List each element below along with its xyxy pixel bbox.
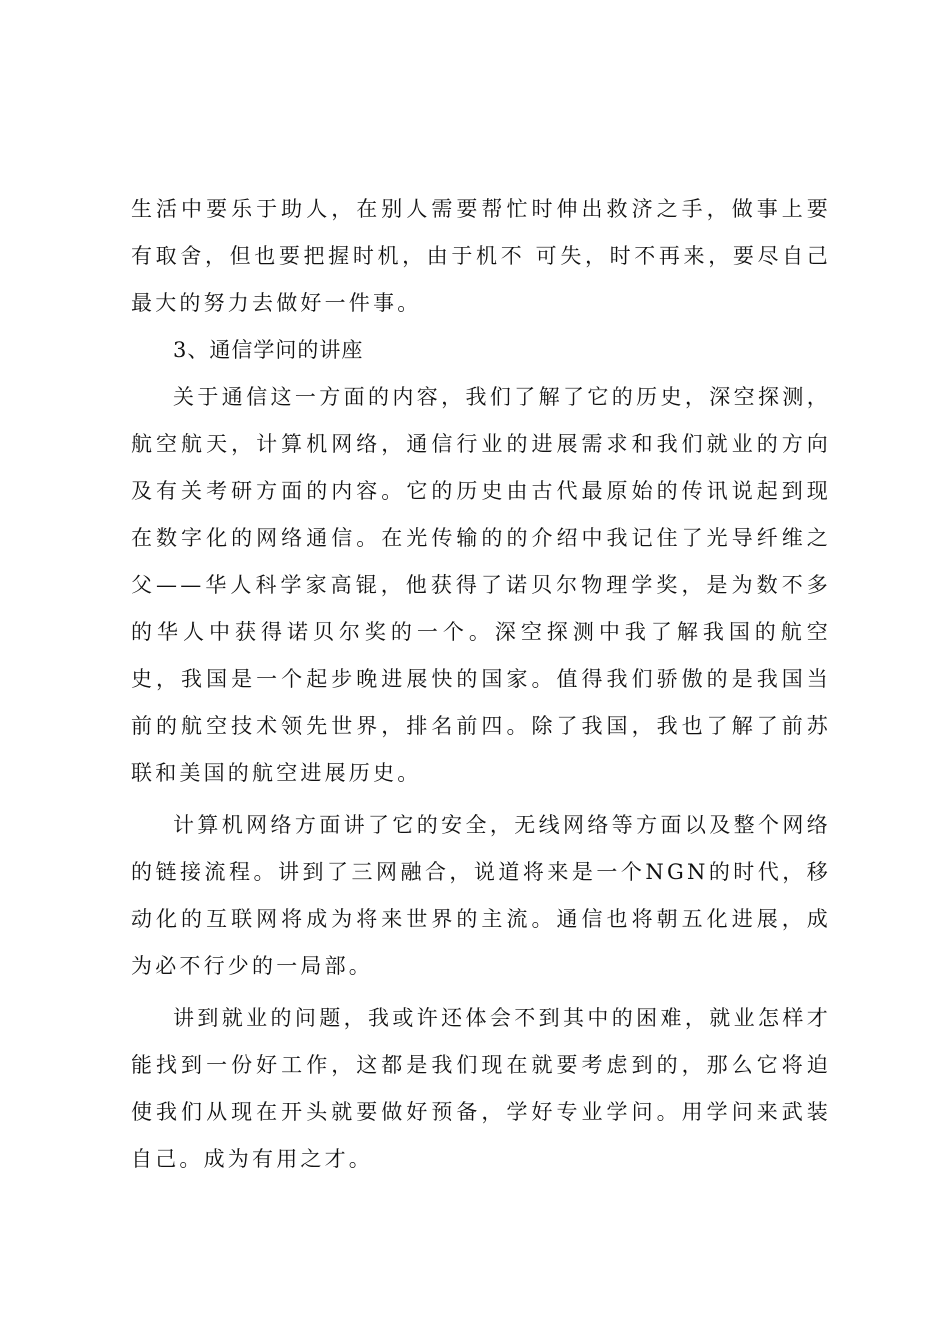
paragraph-communication-history: 关于通信这一方面的内容，我们了解了它的历史，深空探测，航空航天，计算机网络，通信行业的进展需求和我们就业的方向及有关考研方面的内容。它的历史由古代最原始的传讯说起到现在数字化的网络通信。在光传输的的介绍中我记住了光导纤维之父——华人科学家高锟，他获得了诺贝尔物理学奖，是为数不多的华人中获得诺贝尔奖的一个。深空探测中我了解我国的航空史，我国是一个起步晚进展快的国家。值得我们骄傲的是我国当前的航空技术领先世界，排名前四。除了我国，我也了解了前苏联和美国的航空进展历史。: [131, 385, 831, 785]
paragraph-employment: 讲到就业的问题，我或许还体会不到其中的困难，就业怎样才能找到一份好工作，这都是我们现在就要考虑到的，那么它将迫使我们从现在开头就要做好预备，学好专业学问。用学问来武装自己。成为有用之才。: [131, 1006, 831, 1171]
paragraph-helping-others: 生活中要乐于助人，在别人需要帮忙时伸出救济之手，做事上要有取舍，但也要把握时机，由于机不 可失，时不再来，要尽自己最大的努力去做好一件事。: [131, 197, 831, 315]
section-heading-communication-lecture: 3、通信学问的讲座: [173, 338, 364, 362]
document-page: [131, 186, 831, 1183]
paragraph-computer-network: 计算机网络方面讲了它的安全，无线网络等方面以及整个网络的链接流程。讲到了三网融合，说道将来是一个NGN的时代，移动化的互联网将成为将来世界的主流。通信也将朝五化进展，成为必不行少的一局部。: [131, 813, 831, 978]
